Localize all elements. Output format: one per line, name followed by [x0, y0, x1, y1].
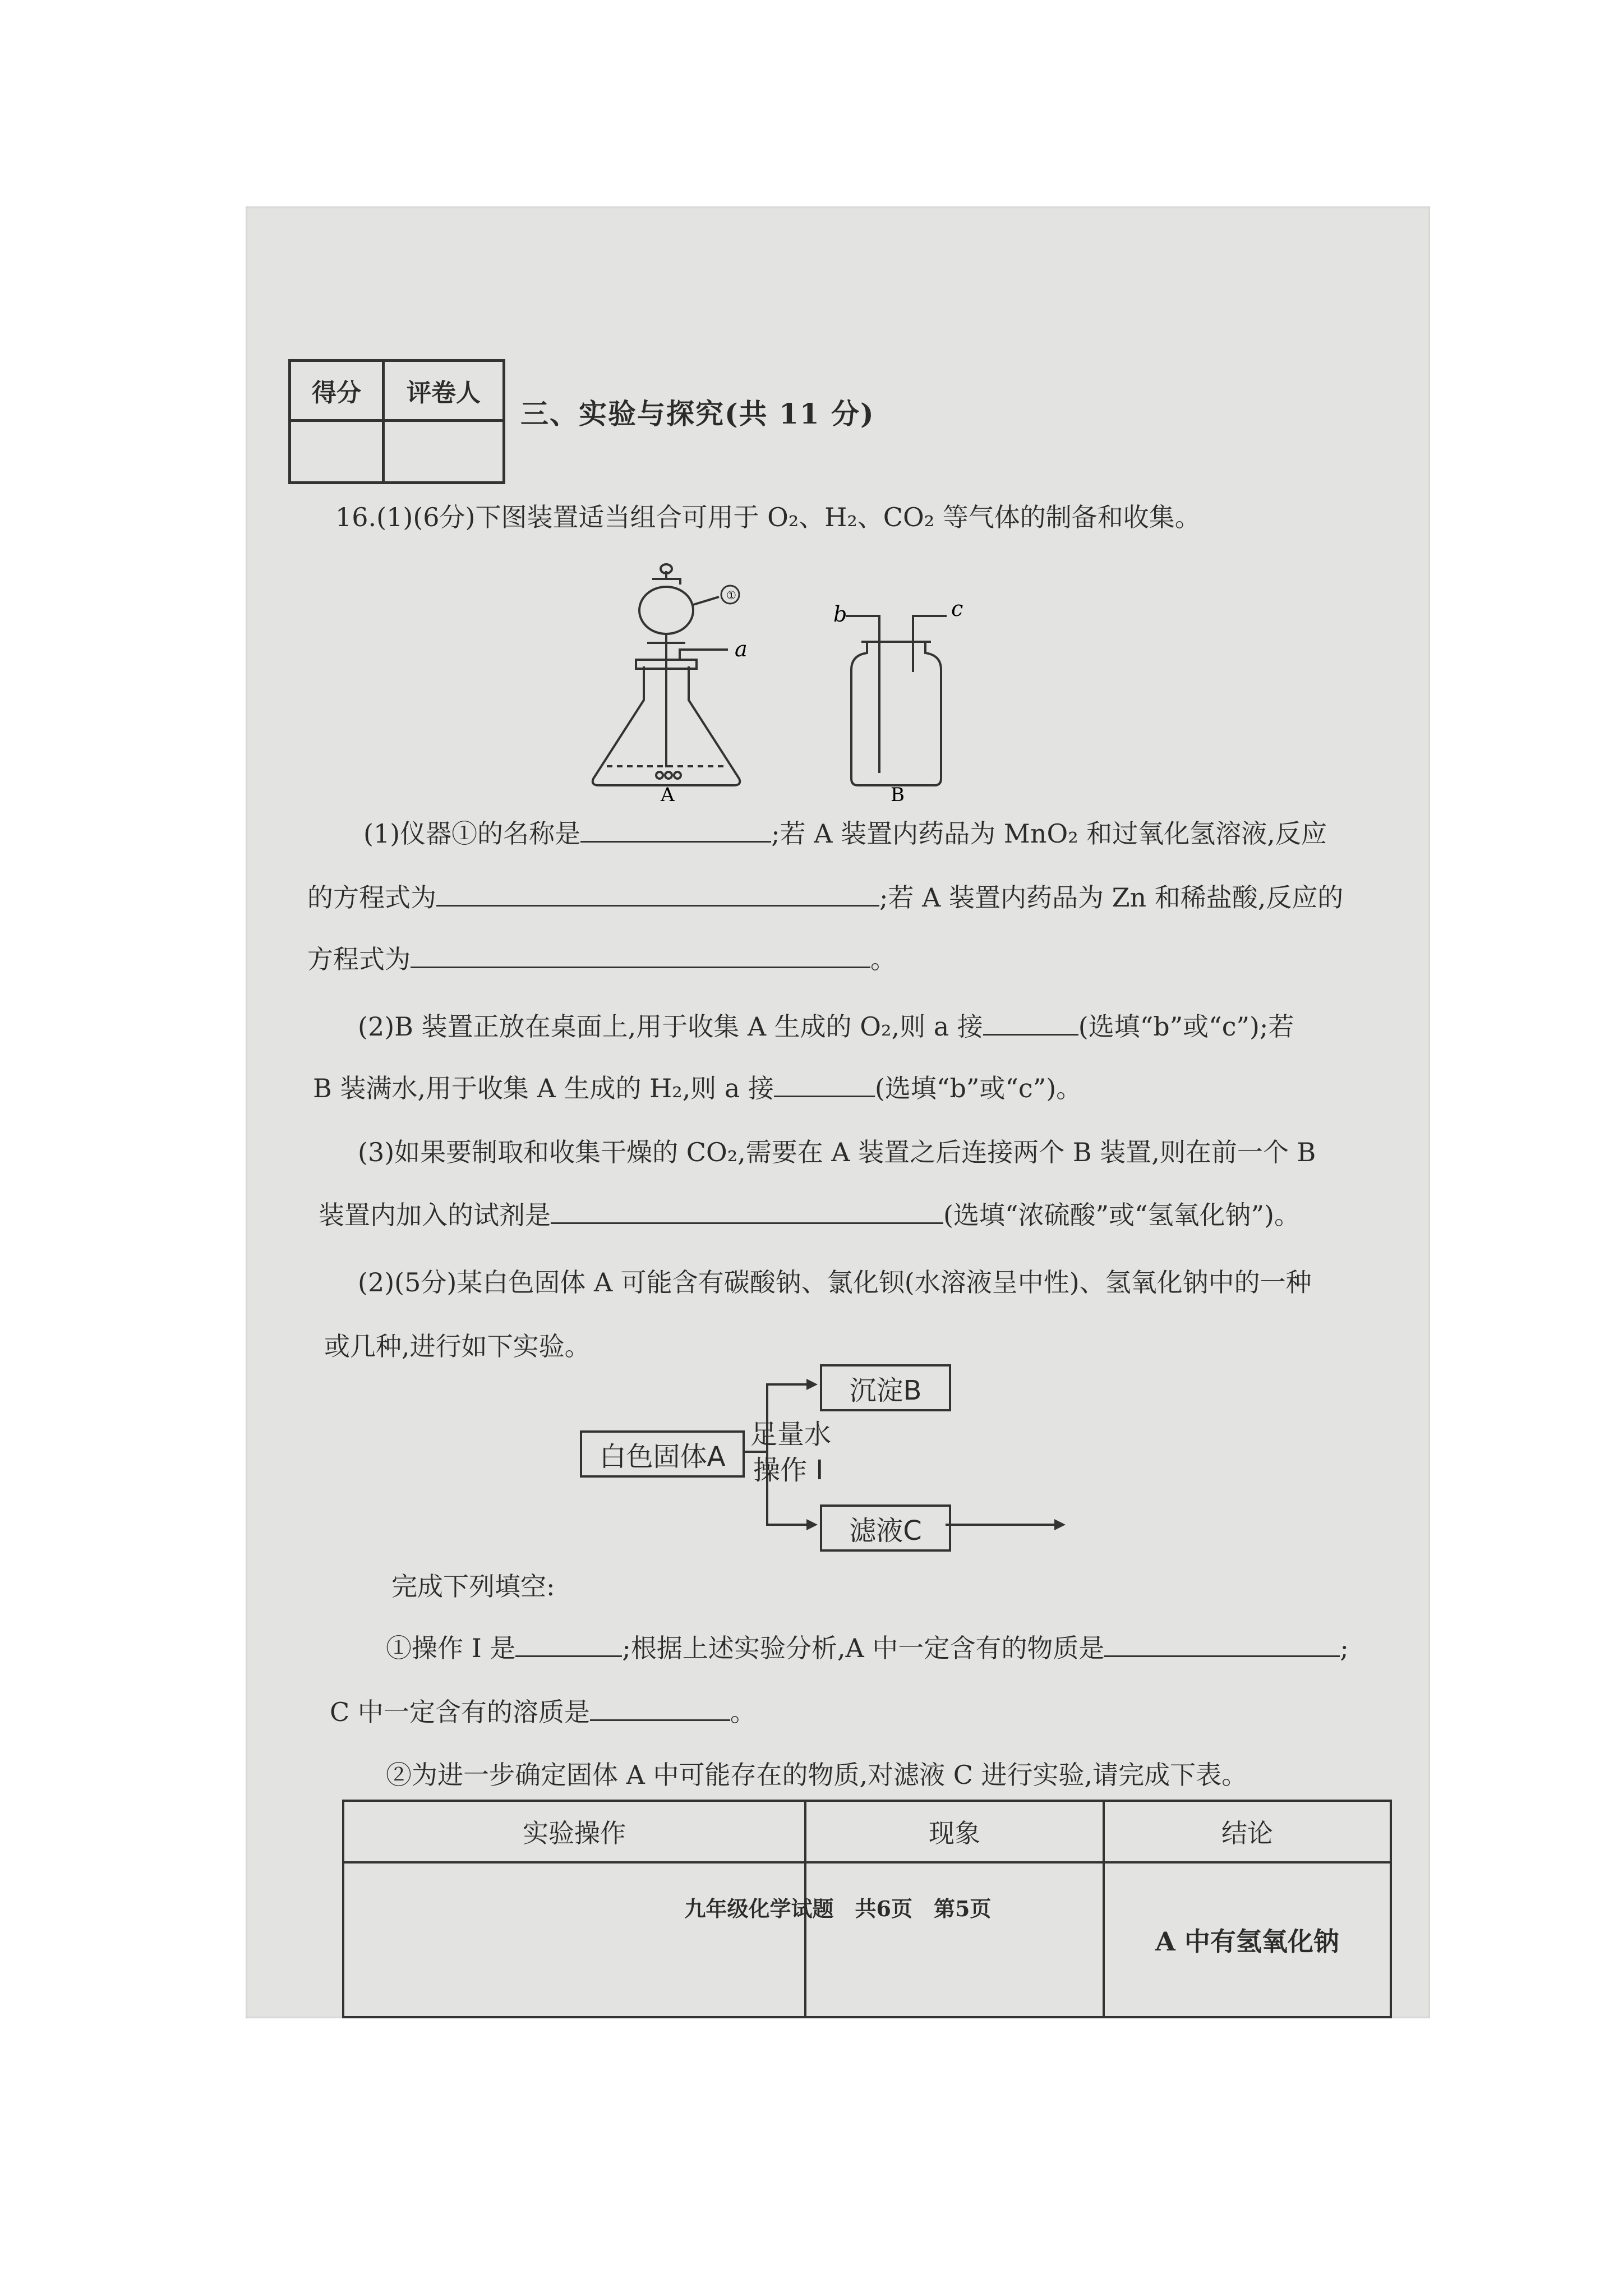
- blank-o2-port[interactable]: [983, 1009, 1078, 1036]
- p1-line1: (1)仪器①的名称是 ;若 A 装置内药品为 MnO₂ 和过氧化氢溶液,反应: [363, 813, 1327, 850]
- section-title: 三、实验与探究(共 11 分): [520, 397, 875, 430]
- flow-solid-A: 白色固体A: [580, 1430, 745, 1478]
- grader-cell: [384, 421, 504, 483]
- port-b-label: b: [833, 602, 847, 627]
- blank-reagent[interactable]: [551, 1198, 943, 1224]
- p2-line1: (2)B 装置正放在桌面上,用于收集 A 生成的 O₂,则 a 接 (选填“b”或“c”);若: [358, 1006, 1294, 1043]
- header-conclusion: 结论: [1104, 1801, 1391, 1862]
- label-B: B: [891, 784, 905, 801]
- flow-reagent: 足量水: [750, 1419, 832, 1450]
- header-operation: 实验操作: [343, 1801, 805, 1862]
- cell-phenomenon[interactable]: [805, 1862, 1104, 2017]
- header-phenomenon: 现象: [805, 1801, 1104, 1862]
- score-cell: [290, 421, 384, 483]
- marker-1: ①: [726, 588, 736, 602]
- apparatus-diagram: [560, 560, 1064, 801]
- flow-operation: 操作 I: [753, 1455, 824, 1486]
- blank-certain-substance[interactable]: [1104, 1631, 1340, 1657]
- label-A: A: [661, 784, 675, 801]
- p3-line2: 装置内加入的试剂是 (选填“浓硫酸”或“氢氧化钠”)。: [319, 1195, 1300, 1232]
- p1-line2: 的方程式为 ;若 A 装置内药品为 Zn 和稀盐酸,反应的: [307, 877, 1343, 914]
- blank-instrument-name[interactable]: [580, 816, 771, 843]
- p2-line2: B 装满水,用于收集 A 生成的 H₂,则 a 接 (选填“b”或“c”)。: [313, 1068, 1082, 1105]
- part2-line1: (2)(5分)某白色固体 A 可能含有碳酸钠、氯化钡(水溶液呈中性)、氢氧化钠中的一种: [358, 1267, 1312, 1297]
- flow-precipitate-B: 沉淀B: [820, 1364, 951, 1411]
- p1-line3: 方程式为 。: [307, 939, 896, 976]
- blank-operation[interactable]: [515, 1631, 622, 1657]
- cell-operation[interactable]: [343, 1862, 805, 2017]
- p3-line1: (3)如果要制取和收集干燥的 CO₂,需要在 A 装置之后连接两个 B 装置,则在前一个 B: [358, 1137, 1316, 1167]
- blank-h2-port[interactable]: [774, 1071, 875, 1097]
- flow-filtrate-C: 滤液C: [820, 1504, 951, 1552]
- fill-item1-line2: C 中一定含有的溶质是 。: [330, 1692, 756, 1729]
- blank-equation-2[interactable]: [411, 942, 870, 968]
- fill-title: 完成下列填空:: [391, 1571, 555, 1602]
- part2-line2: 或几种,进行如下实验。: [324, 1331, 591, 1361]
- blank-equation-1[interactable]: [436, 880, 879, 907]
- page-footer: 九年级化学试题 共6页 第5页: [684, 1896, 992, 1921]
- port-a-label: a: [735, 637, 748, 661]
- port-c-label: c: [951, 596, 963, 621]
- score-box: [288, 359, 505, 484]
- fill-item1-line1: ①操作 I 是 ;根据上述实验分析,A 中一定含有的物质是 ;: [386, 1628, 1349, 1665]
- q16-intro: 16.(1)(6分)下图装置适当组合可用于 O₂、H₂、CO₂ 等气体的制备和收集。: [335, 502, 1201, 532]
- score-label: 得分: [290, 361, 384, 421]
- exam-page: [246, 206, 1430, 2018]
- blank-solute[interactable]: [590, 1695, 730, 1721]
- grader-label: 评卷人: [384, 361, 504, 421]
- fill-item2: ②为进一步确定固体 A 中可能存在的物质,对滤液 C 进行实验,请完成下表。: [386, 1760, 1248, 1790]
- cell-conclusion: A 中有氢氧化钠: [1104, 1862, 1391, 2017]
